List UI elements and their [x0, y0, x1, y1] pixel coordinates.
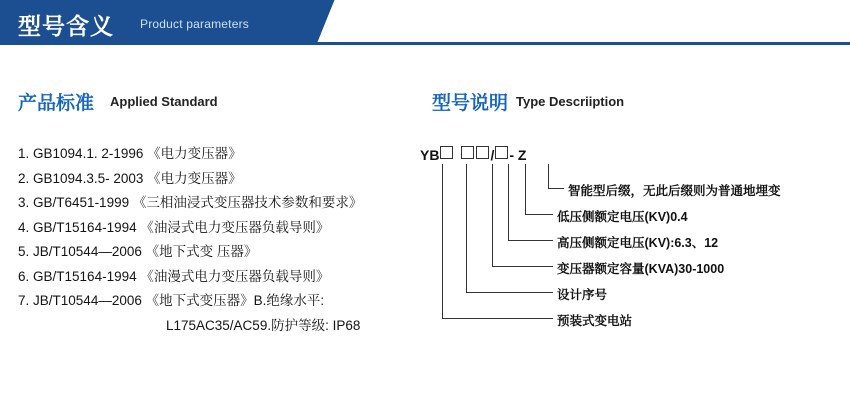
list-item-name: 《电力变压器》	[147, 146, 242, 161]
leader-line-horizontal	[525, 214, 553, 215]
list-item	[18, 167, 428, 192]
list-item-number: 5.	[18, 244, 30, 259]
leader-line-horizontal	[492, 266, 553, 267]
leader-line-vertical	[548, 164, 549, 188]
code-box-capacity-1	[461, 146, 474, 159]
list-item-name: 《地下式变 压器》	[145, 244, 258, 259]
code-box-capacity-2	[476, 146, 489, 159]
type-section-title: 型号说明	[432, 93, 509, 114]
leader-line-vertical	[492, 164, 493, 266]
page-header	[0, 0, 850, 46]
list-item-code: JB/T10544—2006	[33, 244, 142, 259]
list-item-code: GB/T15164-1994	[33, 219, 137, 235]
list-item-name: 《油浸式电力变压器负载导则》	[140, 219, 330, 235]
model-code-prefix: YB	[420, 147, 440, 163]
page-title: 型号含义	[18, 13, 114, 39]
type-section-subtitle: Type Descriiption	[516, 94, 625, 109]
list-item-number: 6.	[18, 268, 30, 284]
list-item-code: GB/T15164-1994	[33, 268, 137, 284]
callout-hv-voltage: 高压侧额定电压(KV):6.3、12	[557, 236, 719, 250]
model-code	[420, 146, 526, 163]
leader-line-horizontal	[466, 292, 553, 293]
callout-design-serial: 设计序号	[557, 288, 608, 302]
list-item-number: 1.	[18, 146, 30, 161]
code-box-design-serial	[440, 146, 453, 159]
standard-section-subtitle: Applied Standard	[110, 94, 218, 109]
list-item-code: GB1094.1. 2-1996	[33, 146, 144, 161]
leader-line-horizontal	[442, 318, 553, 319]
list-item-code: GB/T6451-1999	[33, 195, 130, 210]
leader-line-horizontal	[548, 188, 564, 189]
list-item-name: 《地下式变压器》B.绝缘水平:	[145, 293, 325, 308]
callout-rated-capacity: 变压器额定容量(KVA)30-1000	[557, 262, 725, 276]
list-item	[18, 142, 428, 167]
leader-line-vertical	[466, 164, 467, 292]
standard-section-title: 产品标准	[18, 93, 95, 114]
leader-line-vertical	[442, 164, 443, 318]
page-subtitle: Product parameters	[140, 17, 249, 31]
model-code-suffix: - Z	[509, 147, 527, 163]
type-code-diagram	[420, 138, 850, 388]
list-item-name: 《油漫式电力变压器负载导则》	[140, 268, 330, 284]
list-item-continuation: L175AC35/AC59.防护等级: IP68	[166, 317, 361, 333]
callout-lv-voltage: 低压侧额定电压(KV)0.4	[557, 210, 688, 224]
model-code-separator: /	[490, 147, 495, 163]
list-item	[18, 289, 428, 314]
leader-line-vertical	[508, 164, 509, 240]
list-item	[18, 265, 428, 290]
standard-list	[18, 142, 428, 338]
code-box-lv-voltage	[495, 146, 508, 159]
list-item-name: 《三相油浸式变压器技术参数和要求》	[132, 195, 363, 210]
header-accent-line	[0, 42, 850, 45]
callout-smart-suffix: 智能型后缀，无此后缀则为普通地埋变	[568, 184, 781, 198]
list-item	[18, 191, 428, 216]
list-item	[18, 240, 428, 265]
list-item-number: 4.	[18, 219, 30, 235]
list-item-name: 《电力变压器》	[147, 170, 242, 186]
list-item-number: 3.	[18, 195, 30, 210]
list-item-number: 2.	[18, 170, 30, 186]
list-item-code: JB/T10544—2006	[33, 293, 142, 308]
list-item-number: 7.	[18, 293, 30, 308]
callout-substation: 预装式变电站	[557, 314, 633, 328]
leader-line-horizontal	[508, 240, 553, 241]
leader-line-vertical	[525, 164, 526, 214]
list-item	[18, 216, 428, 241]
list-item-code: GB1094.3.5- 2003	[33, 170, 144, 186]
